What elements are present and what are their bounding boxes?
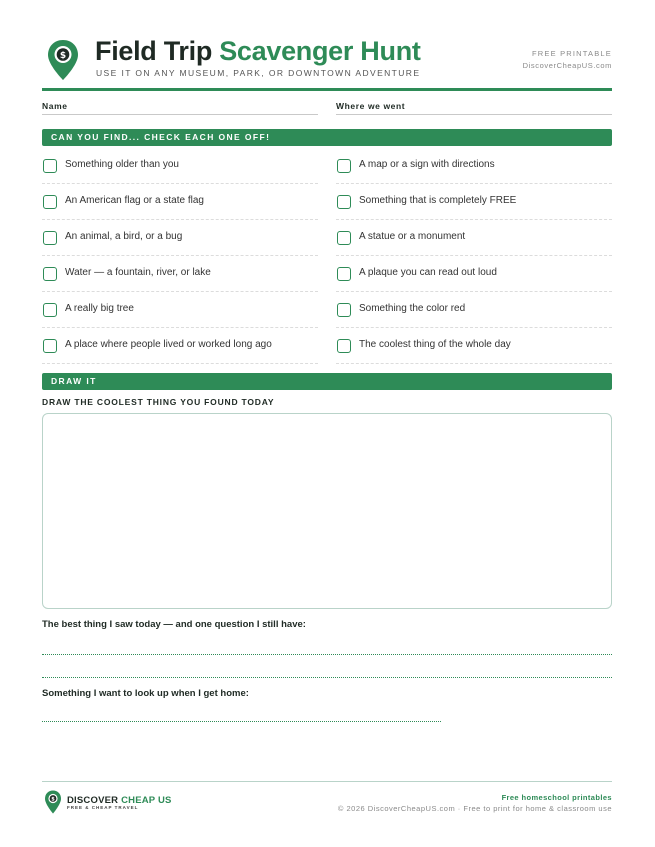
checklist-item-label: Something that is completely FREE bbox=[359, 195, 517, 206]
checklist-item-label: Something older than you bbox=[65, 159, 179, 170]
checkbox[interactable] bbox=[43, 231, 57, 245]
place-writing-line bbox=[336, 114, 612, 115]
checkbox[interactable] bbox=[43, 303, 57, 317]
checklist-item[interactable] bbox=[336, 220, 612, 256]
checklist-item[interactable] bbox=[336, 148, 612, 184]
footer-copyright: © 2026 DiscoverCheapUS.com · Free to print for home & classroom use bbox=[337, 804, 612, 813]
title-part-1: Field Trip bbox=[95, 36, 213, 66]
name-writing-line bbox=[42, 114, 318, 115]
brand-part-2: CHEAP US bbox=[121, 795, 172, 806]
map-pin-dollar-icon bbox=[46, 39, 80, 81]
checklist-item-label: An American flag or a state flag bbox=[65, 195, 204, 206]
footer-divider bbox=[42, 781, 612, 782]
page-title bbox=[95, 34, 421, 68]
checkbox[interactable] bbox=[337, 195, 351, 209]
checkbox[interactable] bbox=[43, 159, 57, 173]
checklist-item[interactable] bbox=[336, 328, 612, 364]
writing-line[interactable] bbox=[42, 654, 612, 655]
worksheet-page bbox=[42, 0, 612, 847]
draw-prompt-label: DRAW THE COOLEST THING YOU FOUND TODAY bbox=[42, 397, 275, 407]
checklist-item-label: Water — a fountain, river, or lake bbox=[65, 267, 211, 278]
checklist-item[interactable] bbox=[42, 184, 318, 220]
brand-tagline: FREE & CHEAP TRAVEL bbox=[67, 805, 139, 810]
checklist-item-label: A really big tree bbox=[65, 303, 134, 314]
svg-text:$: $ bbox=[51, 796, 55, 803]
writing-line[interactable] bbox=[42, 721, 441, 722]
checkbox[interactable] bbox=[43, 195, 57, 209]
header-meta bbox=[523, 48, 612, 72]
checkbox[interactable] bbox=[337, 159, 351, 173]
checkbox[interactable] bbox=[337, 339, 351, 353]
checklist-item-label: A map or a sign with directions bbox=[359, 159, 495, 170]
drawing-area[interactable] bbox=[42, 413, 612, 609]
look-up-prompt: Something I want to look up when I get home: bbox=[42, 688, 249, 699]
free-printable-badge: FREE PRINTABLE bbox=[531, 49, 612, 58]
title-part-2: Scavenger Hunt bbox=[219, 36, 421, 66]
header-divider bbox=[42, 88, 612, 91]
place-field[interactable] bbox=[336, 101, 612, 111]
footer-map-pin-dollar-icon bbox=[44, 790, 62, 814]
checklist-item[interactable] bbox=[42, 256, 318, 292]
draw-section-heading: DRAW IT bbox=[42, 373, 612, 390]
checklist-item-label: An animal, a bird, or a bug bbox=[65, 231, 183, 242]
checklist-item-label: A statue or a monument bbox=[359, 231, 466, 242]
checklist-item[interactable] bbox=[42, 220, 318, 256]
name-field[interactable] bbox=[42, 101, 318, 111]
best-thing-prompt: The best thing I saw today — and one question I still have: bbox=[42, 619, 306, 630]
checkbox[interactable] bbox=[43, 267, 57, 281]
checklist-item-label: The coolest thing of the whole day bbox=[359, 339, 511, 350]
writing-line[interactable] bbox=[42, 677, 612, 678]
footer-meta bbox=[338, 792, 612, 814]
brand-part-1: DISCOVER bbox=[67, 795, 119, 806]
checklist-item-label: Something the color red bbox=[359, 303, 466, 314]
checklist-item[interactable] bbox=[336, 292, 612, 328]
find-section-heading: CAN YOU FIND... CHECK EACH ONE OFF! bbox=[42, 129, 612, 146]
checklist-item-label: A plaque you can read out loud bbox=[359, 267, 497, 278]
checkbox[interactable] bbox=[337, 231, 351, 245]
checklist-item[interactable] bbox=[42, 328, 318, 364]
page-subtitle: USE IT ON ANY MUSEUM, PARK, OR DOWNTOWN ADVENTURE bbox=[96, 68, 421, 78]
checklist-item[interactable] bbox=[42, 292, 318, 328]
checklist-item[interactable] bbox=[336, 184, 612, 220]
place-label: Where we went bbox=[336, 101, 406, 111]
name-label: Name bbox=[42, 101, 68, 111]
checklist-item-label: A place where people lived or worked long ago bbox=[65, 339, 272, 350]
header-site-url: DiscoverCheapUS.com bbox=[522, 61, 612, 70]
svg-text:$: $ bbox=[59, 51, 67, 61]
checklist-item[interactable] bbox=[42, 148, 318, 184]
footer-tagline: Free homeschool printables bbox=[501, 793, 612, 802]
checkbox[interactable] bbox=[43, 339, 57, 353]
checkbox[interactable] bbox=[337, 303, 351, 317]
checklist-item[interactable] bbox=[336, 256, 612, 292]
checkbox[interactable] bbox=[337, 267, 351, 281]
